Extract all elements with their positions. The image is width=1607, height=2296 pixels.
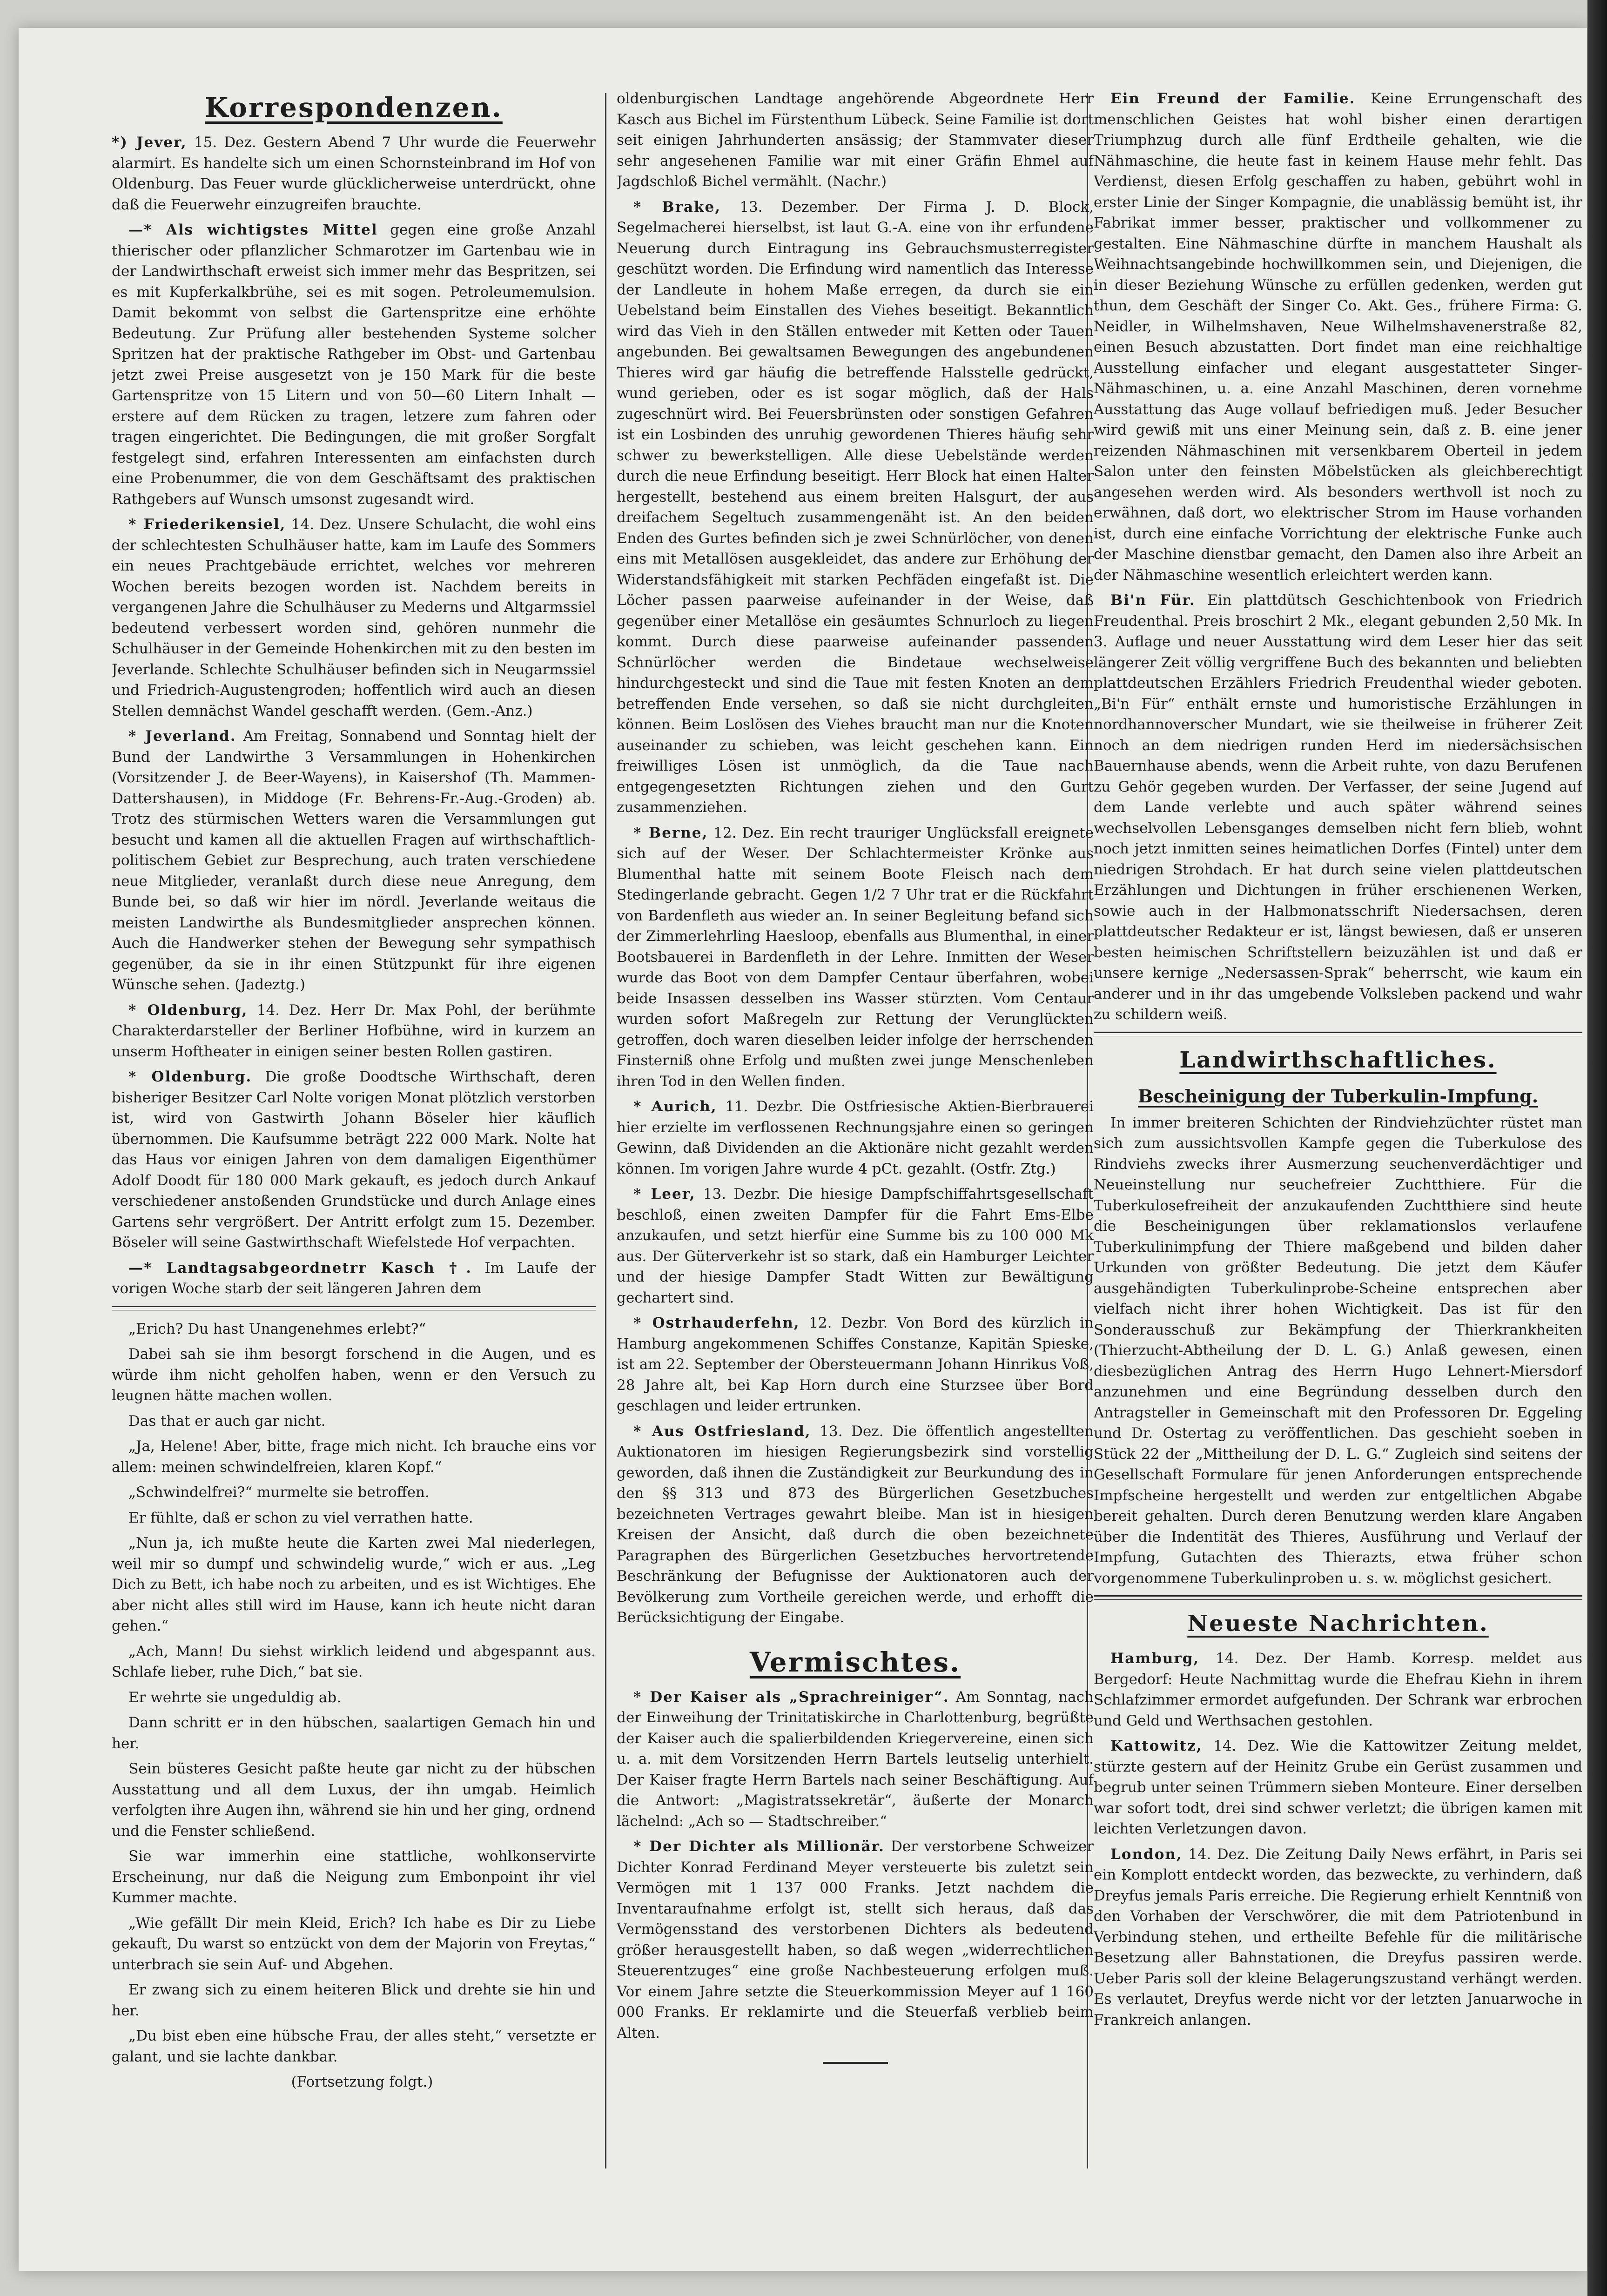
article — [1094, 1736, 1582, 1839]
story-paragraph: „Nun ja, ich mußte heute die Karten zwei Mal niederlegen, weil mir so dumpf und schwindelig wurde,“ wich er aus. „Leg Dich zu Bett, ich habe noch zu arbeiten, und es ist Wichtiges. Ehe aber nicht alles still wird im Hause, kann ich heute nicht daran gehen.“ — [112, 1535, 596, 1634]
article-head: —* Landtagsabgeordnetrr Kasch †. — [128, 1259, 472, 1276]
article — [112, 1258, 596, 1299]
article-head: Kattowitz, — [1110, 1738, 1203, 1754]
article-head: * Aurich, — [633, 1098, 717, 1115]
article — [617, 1421, 1094, 1628]
story-paragraph: Sie war immerhin eine stattliche, wohlkonservirte Erscheinung, nur daß die Neigung zum Embonpoint ihr viel Kummer machte. — [112, 1848, 596, 1906]
article-text: gegen eine große Anzahl thierischer oder pflanzlicher Schmarotzer im Gartenbau wie in der Landwirthschaft erweist sich immer mehr das Bespritzen, sei es mit Kupferkalkbrühe, sei es mit sogen. Petroleumemulsion. Damit bekommt von selbst die Gartenspritze eine erhöhte Bedeutung. Zur Prüfung aller bestehenden Systeme solcher Spritzen hat der praktische Rathgeber im Obst- und Gartenbau jetzt zwei Preise ausgesetzt von je 150 Mark für die beste Gartenspritze von 15 Litern und von 50—60 Litern Inhalt — erstere auf dem Rücken zu tragen, letzere zum fahren oder tragen eingerichtet. Die Bedingungen, die mit großer Sorgfalt festgelegt sind, erfahren Interessenten am einfachsten durch eine Probenummer, die von dem Geschäftsamt des praktischen Rathgebers auf Wunsch umsonst zugesandt wird. — [112, 222, 596, 508]
article-text: Am Freitag, Sonnabend und Sonntag hielt der Bund der Landwirthe 3 Versammlungen in Hohenkirchen (Vorsitzender J. de Beer-Wayens), in Kaisershof (Th. Mammen-Dattershausen), in Middoge (Fr. Behrens-Fr.-Aug.-Groden) ab. Trotz des stürmischen Wetters waren die Versammlungen gut besucht und kamen all die aktuellen Fragen auf wirthschaftlich-politischem Gebiet zur Besprechung, auch traten verschiedene neue Mitglieder, veranlaßt durch diese neue Anregung, dem Bunde bei, so daß wir hier im nördl. Jeverlande weitaus die meisten Landwirthe als Bundesmitglieder ansprechen können. Auch die Handwerker stehen der Bewegung sehr sympathisch gegenüber, da sie in ihr einen Stützpunkt für ihre eigenen Wünsche sehen. (Jadeztg.) — [112, 728, 596, 993]
section-title-vermischtes: Vermischtes. — [749, 1646, 961, 1678]
article-head: * Berne, — [633, 824, 708, 841]
article-text: 14. Dez. Herr Dr. Max Pohl, der berühmte Charakterdarsteller der Berliner Hofbühne, wird in kurzem an unserm Hoftheater in einigen seiner besten Rollen gastiren. — [112, 1001, 596, 1060]
story-paragraph: „Du bist eben eine hübsche Frau, der alles steht,“ versetzte er galant, und sie lachte dankbar. — [112, 2027, 596, 2065]
end-rule — [823, 2062, 888, 2064]
section-divider — [1094, 1595, 1582, 1600]
continuation-note: (Fortsetzung folgt.) — [291, 2074, 433, 2090]
article-head: * Aus Ostfriesland, — [633, 1423, 811, 1440]
article-text: 14. Dez. Die Zeitung Daily News erfährt, in Paris sei ein Komplott entdeckt worden, das bezweckte, zu verhindern, daß Dreyfus jemals Paris erreiche. Die Regierung erhielt Kenntniß von den Vorhaben der Verschwörer, die mit dem Patriotenbund in Verbindung stehen, und ertheilte Befehle für die militärische Besetzung aller Bahnstationen, die Dreyfus passiren werde. Ueber Paris soll der kleine Belagerungszustand verhängt werden. Es verlautet, Dreyfus werde nicht vor der letzten Januarwoche in Frankreich anlangen. — [1094, 1846, 1582, 2028]
article-head: London, — [1110, 1846, 1183, 1863]
article-text: 14. Dez. Der Hamb. Korresp. meldet aus Bergedorf: Heute Nachmittag wurde die Ehefrau Kiehn in ihrem Schlafzimmer ermordet aufgefunden. Der Schrank war erbrochen und Geld und Werthsachen gestohlen. — [1094, 1650, 1582, 1729]
article — [112, 220, 596, 510]
article-head: Hamburg, — [1110, 1650, 1200, 1667]
article-head: Ein Freund der Familie. — [1110, 90, 1356, 107]
article-head: * Friederikensiel, — [128, 516, 286, 533]
subsection-title: Bescheinigung der Tuberkulin-Impfung. — [1137, 1085, 1539, 1107]
feuilleton-story — [112, 1319, 596, 2093]
feuilleton-divider — [112, 1306, 596, 1310]
article — [1094, 590, 1582, 1025]
article — [1094, 1648, 1582, 1731]
article — [1094, 1844, 1582, 2031]
story-paragraph: Er zwang sich zu einem heiteren Blick und drehte sie hin und her. — [112, 1981, 596, 2019]
article-text: Ein plattdütsch Geschichtenbook von Friedrich Freudenthal. Preis broschirt 2 Mk., elegant gebunden 2,50 Mk. In 3. Auflage und neuer Ausstattung wird dem Leser hier das seit längerer Zeit völlig vergriffene Buch des bekannten und beliebten plattdeutschen Erzählers Friedrich Freudenthal wieder geboten. „Bi'n Für“ enthält ernste und humoristische Erzählungen in nordhannoverscher Mundart, wie sie theilweise in früherer Zeit noch an dem niedrigen runden Herd im niedersächsischen Bauernhause abends, wenn die Arbeit ruhte, von dazu Berufenen zu Gehör gegeben wurden. Der Verfasser, der seine Jugend auf dem Lande verlebte und auch später während seines wechselvollen Lebensganges demselben nicht fern blieb, wohnt noch jetzt inmitten seines heimatlichen Dorfes (Fintel) unter dem niedrigen Strohdach. Er hat durch seine vielen plattdeutschen Erzählungen und Dichtungen in früher erschienenen Werken, sowie auch in der Halbmonatsschrift Niedersachsen, deren plattdeutscher Redakteur er ist, längst bewiesen, daß er unseren besten heimischen Schriftstellern beizuzählen ist und daß er unsere kernige „Nedersassen-Sprak“ beherrscht, wie kaum ein anderer und in ihr das umgebende Volksleben packend und wahr zu schildern weiß. — [1094, 592, 1582, 1023]
article — [617, 1836, 1094, 2043]
article-text: 13. Dezbr. Die hiesige Dampfschiffahrtsgesellschaft beschloß, einen zweiten Dampfer für die Fahrt Ems-Elbe anzukaufen, und setzt hierfür eine Summe bis zu 100 000 Mk aus. Der Güterverkehr ist so stark, daß ein Hamburger Leichter und der hiesige Dampfer Stadt Witten zur Bewältigung gechartert sind. — [617, 1186, 1094, 1306]
article-head: * Brake, — [633, 198, 721, 215]
article — [112, 1000, 596, 1062]
article — [1094, 88, 1582, 585]
article-head: *) Jever, — [112, 134, 187, 151]
article-head: * Ostrhauderfehn, — [633, 1315, 800, 1331]
article-head: * Der Kaiser als „Sprachreiniger“. — [633, 1688, 949, 1705]
section-title-korrespondenzen: Korrespondenzen. — [205, 92, 503, 123]
story-paragraph: „Schwindelfrei?“ murmelte sie betroffen. — [128, 1484, 430, 1501]
section-title-neueste-nachrichten: Neueste Nachrichten. — [1187, 1611, 1489, 1637]
article-text: 12. Dezbr. Von Bord des kürzlich in Hamburg angekommenen Schiffes Constanze, Kapitän Spieske, ist am 22. September der Obersteuermann Johann Hinrikus Voß, 28 Jahre alt, bei Kap Horn durch eine Sturzsee über Bord geschlagen und leider ertrunken. — [617, 1315, 1094, 1414]
article — [617, 88, 1094, 192]
article-head: Bi'n Für. — [1110, 592, 1196, 609]
article — [617, 197, 1094, 818]
column-3 — [1094, 88, 1582, 2201]
article — [617, 1313, 1094, 1417]
article-text: Am Sonntag, nach der Einweihung der Trinitatiskirche in Charlottenburg, begrüßte der Kaiser auch die spalierbildenden Kriegervereine, einen sich u. a. mit dem Vorsitzenden Herrn Bartels leutselig unterhielt. Der Kaiser fragte Herrn Bartels nach seiner Beschäftigung. Auf die Antwort: „Magistratssekretär“, äußerte der Monarch lächelnd: „Ach so — Stadtschreiber.“ — [617, 1688, 1094, 1830]
article — [617, 1096, 1094, 1179]
column-divider — [605, 93, 606, 2168]
story-paragraph: „Ach, Mann! Du siehst wirklich leidend und abgespannt aus. Schlafe lieber, ruhe Dich,“ bat sie. — [112, 1643, 596, 1680]
article — [112, 1067, 596, 1253]
article-text: 14. Dez. Unsere Schulacht, die wohl eins der schlechtesten Schulhäuser hatte, kam im Laufe des Sommers ein neues Prachtgebäude errichtet, welches vor mehreren Wochen bereits bezogen worden ist. Nachdem bereits in vergangenen Jahre die Schulhäuser zu Mederns und Altgarmssiel bedeutend verbessert worden sind, gehören nunmehr die Schulhäuser in der Gemeinde Hohenkirchen mit zu den besten im Jeverlande. Schlechte Schulhäuser befinden sich in Neugarmssiel und Friedrich-Augustengroden; hoffentlich wird auch an diesen Stellen demnächst Wandel geschafft werden. (Gem.-Anz.) — [112, 516, 596, 719]
section-divider — [1094, 1032, 1582, 1036]
article — [112, 514, 596, 721]
article — [617, 1184, 1094, 1308]
story-paragraph: Er wehrte sie ungeduldig ab. — [128, 1689, 342, 1706]
article-text: In immer breiteren Schichten der Rindviehzüchter rüstet man sich zum aussichtsvollen Kampfe gegen die Tuberkulose des Rindviehs zwecks ihrer Ausmerzung seuchenverdächtiger und Neueinstellung nur seuchefreier Zuchtthiere. Für die Tuberkulosefreiheit der anzukaufenden Zuchtthiere sind heute die Bescheinigungen über reklamationslos verlaufene Tuberkulinimpfung der Thiere maßgebend und bilden daher Urkunden von größter Bedeutung. Die jetzt dem Käufer ausgehändigten Tuberkulinprobe-Scheine entsprechen aber vielfach nicht ihrer hohen Wichtigkeit. Das ist für den Sonderausschuß zur Bekämpfung der Thierkrankheiten (Thierzucht-Abtheilung der D. L. G.) Anlaß gewesen, einen diesbezüglichen Antrag des Herrn Hugo Lehnert-Miersdorf anzunehmen und eine Begründung desselben durch den Antragsteller in Gemeinschaft mit den Professoren Dr. Eggeling und Dr. Ostertag zu veröffentlichen. Das geschieht soeben in Stück 22 der „Mittheilung der D. L. G.“ Zugleich sind seitens der Gesellschaft Formulare für jenen Anforderungen entsprechende Impfscheine hergestellt und werden zur entgeltlichen Abgabe bereit gehalten. Durch deren Benutzung werden klare Angaben über die Indentität des Thieres, Ausführung und Verlauf der Impfung, Gutachten des Thierazts, etwa früher schon vorgenommene Tuberkulinproben u. s. w. möglichst gesichert. — [1094, 1114, 1582, 1587]
article-head: * Der Dichter als Millionär. — [633, 1838, 885, 1855]
story-paragraph: Dann schritt er in den hübschen, saalartigen Gemach hin und her. — [112, 1714, 596, 1752]
article — [617, 823, 1094, 1092]
article-head: * Oldenburg, — [128, 1001, 248, 1019]
article — [617, 1687, 1094, 1832]
article-text: 14. Dez. Wie die Kattowitzer Zeitung meldet, stürzte gestern auf der Heinitz Grube ein Gerüst zusammen und begrub unter seinen Trümmern sieben Monteure. Einer derselben war sofort todt, drei sind schwer verletzt; die übrigen kamen mit leichten Verletzungen davon. — [1094, 1738, 1582, 1837]
section-title-landwirthschaftliches: Landwirthschaftliches. — [1179, 1047, 1497, 1073]
story-paragraph: Er fühlte, daß er schon zu viel verrathen hatte. — [128, 1509, 473, 1526]
article-text: Die große Doodtsche Wirthschaft, deren bisheriger Besitzer Carl Nolte vorigen Monat plötzlich verstorben ist, wird von Gastwirth Johann Böseler hier käuflich übernommen. Die Kaufsumme beträgt 222 000 Mark. Nolte hat das Haus vor einigen Jahren von dem damaligen Eigenthümer Adolf Doodt für 180 000 Mark gekauft, es jedoch durch Ankauf verschiedener anstoßenden Grundstücke und durch Anlage eines Gartens sehr vergrößert. Der Antritt erfolgt zum 15. Dezember. Böseler will seine Gastwirthschaft Wiefelstede Hof verpachten. — [112, 1068, 596, 1251]
story-paragraph: „Ja, Helene! Aber, bitte, frage mich nicht. Ich brauche eins vor allem: meinen schwindelfreien, klaren Kopf.“ — [112, 1438, 596, 1476]
article-head: * Leer, — [633, 1186, 696, 1202]
article-head: * Oldenburg. — [128, 1068, 252, 1085]
page-edge-shadow — [1587, 0, 1607, 2296]
article — [112, 726, 596, 995]
article-text: 13. Dezember. Der Firma J. D. Block, Segelmacherei hierselbst, ist laut G.-A. eine von ihr erfundene Neuerung durch Eintragung ins Gebrauchsmusterregister geschützt worden. Die Erfindung wird namentlich das Interesse der Landleute in hohem Maße erregen, da durch sie ein Uebelstand beim Einstallen des Viehes beseitigt. Bekanntlich wird das Vieh in den Ställen entweder mit Ketten oder Tauen angebunden. Bei gewaltsamen Bewegungen des angebundenen Thieres wird gar häufig die betreffende Halsstelle gedrückt, wund gerieben, oder es ist sogar möglich, daß der Hals zugeschnürt wird. Bei Feuersbrünsten oder sonstigen Gefahren ist ein Losbinden des unruhig gewordenen Thieres häufig sehr schwer zu bewerkstelligen. Alle diese Uebelstände werden durch die neue Erfindung beseitigt. Herr Block hat einen Halter hergestellt, bestehend aus einem breiten Halsgurt, der aus dreifachem Segeltuch zusammengenäht ist. An den beiden Enden des Gurtes befinden sich je zwei Schnürlöcher, von denen eins mit Metallösen ausgekleidet, das andere zur Erhöhung der Widerstandsfähigkeit mit starken Pechfäden eingefaßt ist. Die Löcher passen paarweise aufeinander in der Weise, daß gegenüber einer Metallöse ein gesäumtes Schnurloch zu liegen kommt. Durch diese paarweise aufeinander passenden Schnürlöcher werden die Bindetaue wechselweise hindurchgesteckt und sind die Taue mit festen Knoten an dem betreffenden Ende versehen, so daß sie nicht durchgleiten können. Beim Loslösen des Viehes braucht man nur die Knoten auseinander zu schieben, was leicht geschehen kann. Ein freiwilliges Lösen ist unmöglich, da die Taue nach entgegengesetzten Richtungen ziehen und den Gurt zusammenziehen. — [617, 198, 1094, 816]
article-text: oldenburgischen Landtage angehörende Abgeordnete Herr Kasch aus Bichel im Fürstenthum Lübeck. Seine Familie ist dort seit einigen Jahrhunderten ansässig; der Stammvater dieser sehr angesehenen Familie war mit einer Gräfin Ehmel auf Jagdschloß Bichel vermählt. (Nachr.) — [617, 90, 1094, 190]
article-head: * Jeverland. — [128, 728, 236, 745]
column-2 — [617, 88, 1094, 2201]
article-text: Keine Errungenschaft des menschlichen Geistes hat wohl bisher einen derartigen Triumphzug durch alle fünf Erdtheile gehalten, wie die Nähmaschine, die heute fast in keinem Hause mehr fehlt. Das Verdienst, diesen Erfolg geschaffen zu haben, gebührt wohl in erster Linie der Singer Kompagnie, die unablässig bemüht ist, ihr Fabrikat immer besser, praktischer und vollkommener zu gestalten. Eine Nähmaschine dürfte in manchem Haushalt als Weihnachtsangebinde hochwillkommen sein, und Diejenigen, die in dieser Beziehung Wünsche zu erfüllen gedenken, werden gut thun, dem Geschäft der Singer Co. Akt. Ges., frühere Firma: G. Neidler, in Wilhelmshaven, Neue Wilhelmshavenerstraße 82, einen Besuch abzustatten. Dort findet man eine reichhaltige Ausstellung einfacher und elegant ausgestatteter Singer-Nähmaschinen, u. a. eine Anzahl Maschinen, deren vornehme Ausstattung das Auge vollauf befriedigen muß. Jeder Besucher wird gewiß mit uns einer Meinung sein, daß z. B. eine jener reizenden Nähmaschinen mit versenkbarem Oberteil in jedem Salon unter den feinsten Möbelstücken als gleichberechtigt angesehen werden wird. Als besonders werthvoll ist noch zu erwähnen, daß dort, wo elektrischer Strom im Hause vorhanden ist, durch eine einfache Vorrichtung der elektrische Funke auch der Maschine dienstbar gemacht, den Damen also ihre Arbeit an der Nähmaschine wesentlich erleichtert werden kann. — [1094, 90, 1582, 584]
article-head: —* Als wichtigstes Mittel — [128, 222, 378, 238]
correspondence-list — [112, 132, 596, 1299]
story-paragraph: „Erich? Du hast Unangenehmes erlebt?“ — [128, 1320, 426, 1337]
article-text: 12. Dez. Ein recht trauriger Unglücksfall ereignete sich auf der Weser. Der Schlachtermeister Krönke aus Blumenthal hatte mit seinem Boote Fleisch nach dem Stedingerlande gebracht. Gegen 1/2 7 Uhr trat er die Rückfahrt von Bardenfleth aus wieder an. In seiner Begleitung befand sich der Zimmerlehrling Haesloop, ebenfalls aus Blumenthal, in einer Bootsbauerei in Bardenfleth in der Lehre. Inmitten der Weser wurde das Boot von dem Dampfer Centaur überfahren, wobei beide Insassen desselben ins Wasser stürzten. Vom Centaur wurden sofort Maßregeln zur Rettung der Verunglückten getroffen, doch waren dieselben leider infolge der herrschenden Finsterniß ohne Erfolg und mußten zwei junge Menschenleben ihren Tod in den Wellen finden. — [617, 824, 1094, 1090]
article-text: 15. Dez. Gestern Abend 7 Uhr wurde die Feuerwehr alarmirt. Es handelte sich um einen Schornsteinbrand im Hof von Oldenburg. Das Feuer wurde glücklicherweise unterdrückt, ohne daß die Feuerwehr einzugreifen brauchte. — [112, 134, 596, 213]
article-text: Im Laufe der vorigen Woche starb der seit längeren Jahren dem — [112, 1259, 596, 1297]
story-paragraph: Dabei sah sie ihm besorgt forschend in die Augen, und es würde ihm nicht geholfen haben, wenn er den Versuch zu leugnen hätte machen wollen. — [112, 1346, 596, 1404]
story-paragraph: Sein büsteres Gesicht paßte heute gar nicht zu der hübschen Ausstattung und all dem Luxus, der ihn umgab. Heimlich verfolgten ihre Augen ihn, während sie hin und her ging, ordnend und die Fenster schließend. — [112, 1760, 596, 1839]
article-text: 13. Dez. Die öffentlich angestellten Auktionatoren im hiesigen Regierungsbezirk sind vorstellig geworden, daß ihnen die Zuständigkeit zur Beurkundung des in den §§ 313 und 873 des Bürgerlichen Gesetzbuches bezeichneten Vertrages gewahrt bleibe. Man ist in hiesigen Kreisen der Ansicht, daß durch die oben bezeichnete Paragraphen des Bürgerlichen Gesetzbuches hervortretende Beschränkung der Befugnisse der Auktionatoren auch der Bevölkerung zum Vortheile gereichen werde, und erhofft die Berücksichtigung der Eingabe. — [617, 1423, 1094, 1626]
story-paragraph: Das that er auch gar nicht. — [128, 1412, 326, 1430]
article-text: Der verstorbene Schweizer Dichter Konrad Ferdinand Meyer versteuerte bis zuletzt sein Vermögen mit 1 137 000 Franks. Jetzt nachdem die Inventaraufnahme erfolgt ist, stellt sich heraus, daß das Vermögensstand des verstorbenen Dichters als bedeutend größer herausgestellt haben, so daß wegen „widerrechtlichen Steuerentzuges“ eine große Nachbesteuerung erfolgen muß. Vor einem Jahre setzte die Steuerkommission Meyer auf 1 160 000 Franks. Er reklamirte und die Steuerfaß verblieb beim Alten. — [617, 1838, 1094, 2041]
story-paragraph: „Wie gefällt Dir mein Kleid, Erich? Ich habe es Dir zu Liebe gekauft, Du warst so entzückt von dem der Majorin von Freytas,“ unterbrach sie sein Auf- und Abgehen. — [112, 1914, 596, 1973]
article — [112, 132, 596, 215]
column-1 — [112, 88, 596, 2201]
article-text: 11. Dezbr. Die Ostfriesische Aktien-Bierbrauerei hier erzielte im verflossenen Rechnungsjahre einen so geringen Gewinn, daß Dividenden an die Aktionäre nicht gezahlt werden können. Im vorigen Jahre wurde 4 pCt. gezahlt. (Ostfr. Ztg.) — [617, 1098, 1094, 1177]
